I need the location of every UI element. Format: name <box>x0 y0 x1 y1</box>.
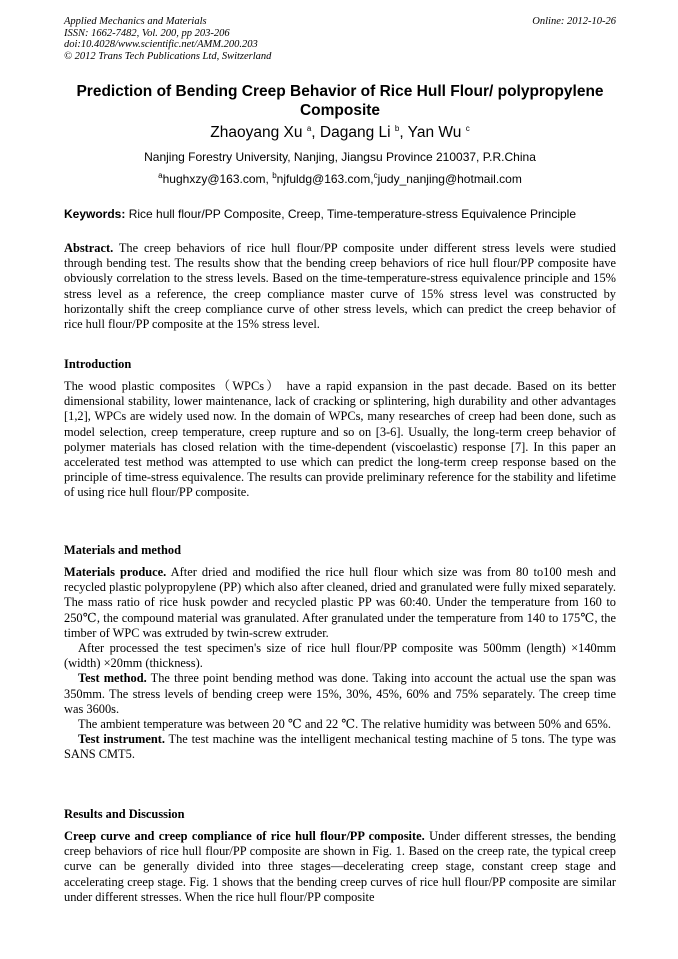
author-3: Yan Wu <box>407 124 462 141</box>
test-method-text: The three point bending method was done. Taking into account the actual use the span was 350mm. The stress levels of bending creep were 15%, 30%, 45%, 60% and 75% separately. The creep time was 3600s. <box>64 671 616 716</box>
keywords-text: Rice hull flour/PP Composite, Creep, Time-temperature-stress Equivalence Principle <box>125 207 576 221</box>
journal-header <box>64 16 616 62</box>
abstract-text: The creep behaviors of rice hull flour/PP composite under different stress levels were studied through bending test. The results show that the bending creep behaviors of rice hull flour/PP composite have obviously correlation to the stress levels. Based on the time-temperature-stress equivalence principle and 15% stress level as a reference, the creep compliance master curve of 15% stress level was constructed by horizontally shift the creep compliance curve of other stress levels, which can predict the creep behavior of rice hull flour/PP composite at the 15% stress level. <box>64 241 616 332</box>
test-instrument-label: Test instrument. <box>78 732 165 747</box>
email-1-sup: a <box>158 171 163 180</box>
doi-line: doi:10.4028/www.scientific.net/AMM.200.203 <box>64 39 258 50</box>
results-heading: Results and Discussion <box>64 807 185 821</box>
test-method-label: Test method. <box>78 671 147 686</box>
methods-section <box>64 565 616 763</box>
materials-produce-label: Materials produce. <box>64 565 167 579</box>
abstract <box>64 241 616 332</box>
copyright-line: © 2012 Trans Tech Publications Ltd, Switzerland <box>64 50 272 62</box>
email-2-sup: b <box>272 171 277 180</box>
test-method-paragraph <box>64 671 616 717</box>
intro-paragraph: The wood plastic composites（WPCs） have a rapid expansion in the past decade. Based on its better dimensional stability, lower maintenance, lack of cracking or splintering, high durability and other advantages [1,2], WPCs are widely used now. In the domain of WPCs, many researches of creep had been done, such as model selection, creep temperature, creep rupture and so on [3-6]. Usually, the long-term creep behavior of polymer materials has closed relation with the time-dependent (viscoelastic) response [7]. In this paper an accelerated test method was attempted to use which can predict the long-term creep response based on the principle of time-stress equivalence. The results can provide preliminary reference for the stability and lifetime of using rice hull flour/PP composite. <box>64 379 616 500</box>
email-3[interactable]: judy_nanjing@hotmail.com <box>377 172 522 186</box>
creep-curve-text: Under different stresses, the bending creep behaviors of rice hull flour/PP composite are shown in Fig. 1. Based on the creep rate, the typical creep curve can be generally divided into three stages—decelerating creep stage, constant creep stage and accelerating creep stage. Fig. 1 shows that the bending creep curves of rice hull flour/PP composite are similar under different stresses. When the rice hull flour/PP composite <box>64 829 616 904</box>
test-instrument-paragraph <box>64 732 616 762</box>
keywords <box>64 207 616 221</box>
keywords-label: Keywords: <box>64 207 126 221</box>
title-line-2: Composite <box>299 102 381 119</box>
author-list <box>64 124 616 142</box>
creep-curve-label: Creep curve and creep compliance of rice hull flour/PP composite. <box>64 829 425 843</box>
email-1[interactable]: hughxzy@163.com, <box>162 172 273 186</box>
abstract-label: Abstract. <box>64 241 114 255</box>
online-date: Online: 2012-10-26 <box>532 16 616 27</box>
results-paragraph <box>64 829 616 905</box>
author-1: Zhaoyang Xu <box>210 124 303 141</box>
affiliation: Nanjing Forestry University, Nanjing, Jiangsu Province 210037, P.R.China <box>144 150 536 164</box>
intro-heading: Introduction <box>64 357 132 371</box>
author-1-sup: a <box>306 123 312 133</box>
paper-title <box>64 82 616 120</box>
email-list <box>64 172 616 186</box>
email-2[interactable]: njfuldg@163.com, <box>276 172 374 186</box>
methods-heading: Materials and method <box>64 543 182 557</box>
test-instrument-text: The test machine was the intelligent mechanical testing machine of 5 tons. The type was SANS CMT5. <box>64 732 617 762</box>
author-3-sup: c <box>465 123 470 133</box>
title-line-1: Prediction of Bending Creep Behavior of Rice Hull Flour/ polypropylene <box>76 83 604 100</box>
email-3-sup: c <box>373 171 378 180</box>
author-2: Dagang Li <box>319 124 391 141</box>
author-separator: , <box>311 124 320 141</box>
journal-name: Applied Mechanics and Materials <box>64 16 207 27</box>
specimen-size-paragraph: After processed the test specimen's size of rice hull flour/PP composite was 500mm (length) ×140mm (width) ×20mm (thickness). <box>64 641 616 671</box>
materials-produce-paragraph <box>64 565 616 641</box>
author-separator: , <box>399 124 408 141</box>
ambient-paragraph: The ambient temperature was between 20 ℃ and 22 ℃. The relative humidity was between 50% and 65%. <box>78 717 611 732</box>
author-2-sup: b <box>394 123 400 133</box>
issn-line: ISSN: 1662-7482, Vol. 200, pp 203-206 <box>64 27 230 39</box>
materials-produce-text: After dried and modified the rice hull flour which size was from 80 to100 mesh and recycled plastic polypropylene (PP) which also after cleaned, dried and granulated were fully mixed separately. The mass ratio of rice husk powder and recycled plastic PP was 60:40. Under the temperature from 160 to 250℃, the compound material was granulated. After granulated under the temperature from 140 to 175℃, the timber of WPC was extruded by twin-screw extruder. <box>64 565 616 640</box>
